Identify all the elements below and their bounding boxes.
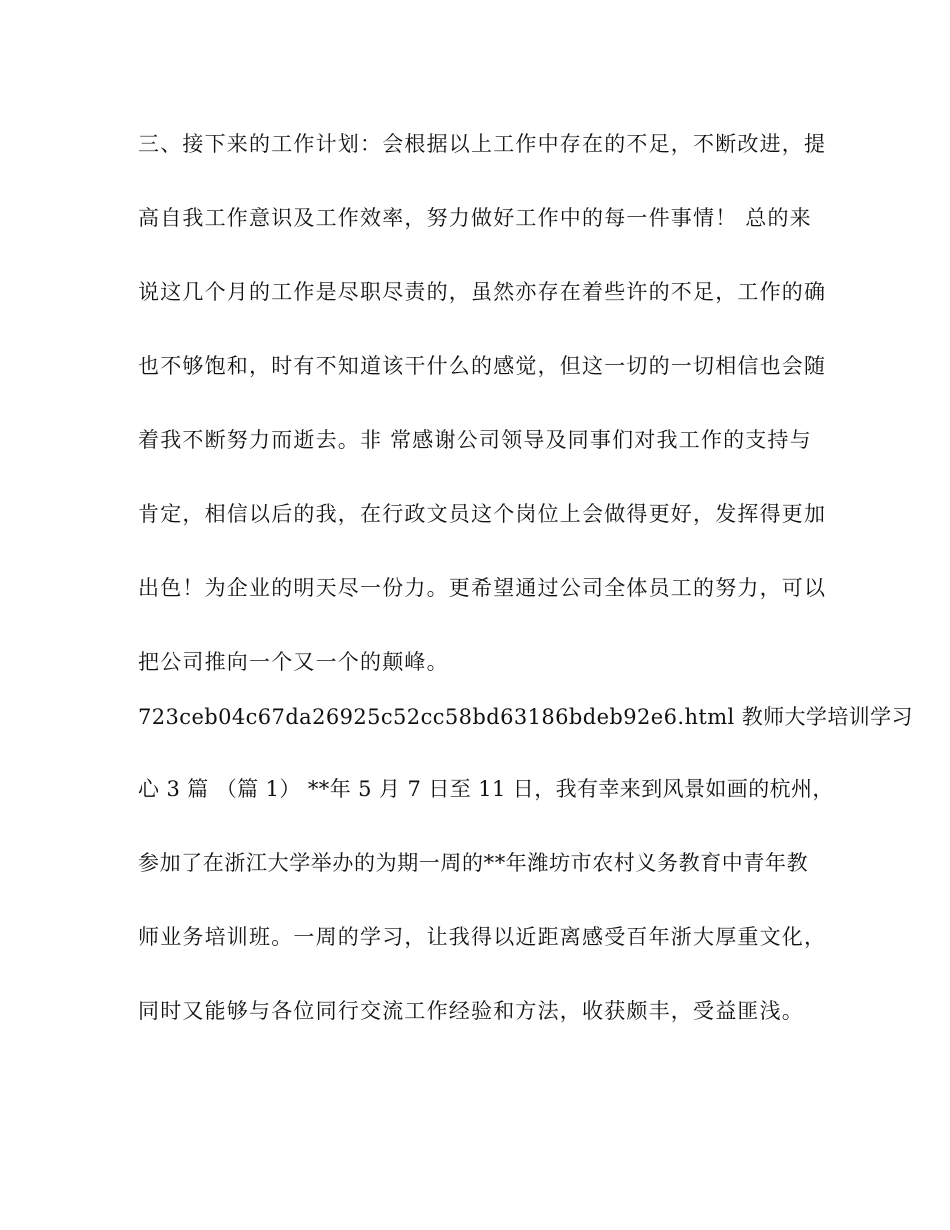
text-line-11: 参加了在浙江大学举办的为期一周的**年潍坊市农村义务教育中青年教 <box>138 851 809 875</box>
text-line-8: 把公司推向一个又一个的颠峰。 <box>138 650 449 674</box>
text-line-7: 出色！为企业的明天尽一份力。更希望通过公司全体员工的努力，可以 <box>138 576 827 600</box>
text-line-6: 肯定，相信以后的我，在行政文员这个岗位上会做得更好，发挥得更加 <box>138 502 827 526</box>
text-line-4: 也不够饱和，时有不知道该干什么的感觉，但这一切的一切相信也会随 <box>138 354 827 378</box>
text-line-12: 师业务培训班。一周的学习，让我得以近距离感受百年浙大厚重文化， <box>138 925 827 949</box>
text-line-10: 心 3 篇 （篇 1） **年 5 月 7 日至 11 日，我有幸来到风景如画的杭州， <box>138 777 834 801</box>
text-line-9: 723ceb04c67da26925c52cc58bd63186bdeb92e6.html 教师大学培训学习 <box>138 705 913 729</box>
text-line-2: 高自我工作意识及工作效率，努力做好工作中的每一件事情！ 总的来 <box>138 206 812 230</box>
text-line-1: 三、接下来的工作计划：会根据以上工作中存在的不足，不断改进，提 <box>138 132 827 156</box>
text-line-5: 着我不断努力而逝去。非 常感谢公司领导及同事们对我工作的支持与 <box>138 428 812 452</box>
text-line-3: 说这几个月的工作是尽职尽责的，虽然亦存在着些许的不足，工作的确 <box>138 280 827 304</box>
text-line-13: 同时又能够与各位同行交流工作经验和方法，收获颇丰，受益匪浅。 <box>138 999 804 1023</box>
